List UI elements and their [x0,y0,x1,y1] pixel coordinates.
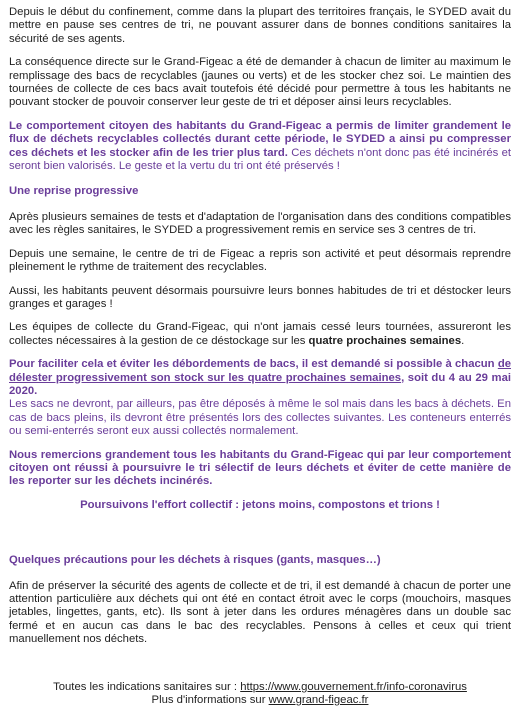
footer-line-1-text: Toutes les indications sanitaires sur : [53,680,241,693]
footer-line-2 [9,694,511,707]
notice-bold-start: Pour faciliter cela et éviter les débordements de bacs, il est demandé si possible à chacun [9,358,498,371]
grand-figeac-link[interactable]: www.grand-figeac.fr [268,694,369,707]
intro-paragraph-2: La conséquence directe sur le Grand-Figeac a été de demander à chacun de limiter au maximum le remplissage des bacs de recyclables (jaunes ou verts) et de les stocker chez soi. Le maintien des tournées de collecte de ces bacs avait toutefois été décidé pour permettre à tous les habitants ne pouvant stocker de pouvoir conserver leur geste de tri et déposer ainsi leurs recyclables. [9,56,511,109]
slogan: Poursuivons l'effort collectif : jetons moins, compostons et trions ! [80,498,440,511]
gouvernement-link[interactable]: https://www.gouvernement.fr/info-coronavirus [240,680,467,693]
notice-bold-underlined: de délester progressivement son stock sur les quatre prochaines semaines [9,358,511,384]
highlight-bold-text: Le comportement citoyen des habitants du Grand-Figeac a permis de limiter grandement le flux de déchets recyclables collectés durant cette période, le SYDED a ainsi pu compresser ces déchets et les stocker afin de les trier plus tard. [9,119,511,159]
reprise-p4-start: Les équipes de collecte du Grand-Figeac, qui n'ont jamais cessé leurs tournées, assureront les collectes nécessaires à la gestion de ce déstockage sur les [9,321,511,347]
reprise-paragraph-2: Depuis une semaine, le centre de tri de Figeac a repris son activité et peut désormais reprendre pleinement le rythme de traitement des recyclables. [9,247,511,274]
spacer [9,522,511,542]
footer [9,681,511,708]
reprise-paragraph-3: Aussi, les habitants peuvent désormais poursuivre leurs bonnes habitudes de tri et déstocker leurs granges et garages ! [9,284,511,310]
intro-paragraph-1: Depuis le début du confinement, comme dans la plupart des territoires français, le SYDED avait du mettre en pause ses centres de tri, ne pouvant assurer dans de bonnes conditions sanitaires la sécurité de ses agents. [9,6,511,45]
section-heading-reprise: Une reprise progressive [9,185,139,198]
footer-line-2-text: Plus d'informations sur [151,694,269,707]
reprise-p4-bold: quatre prochaines semaines [308,334,462,347]
reprise-p4-end: . [461,334,465,347]
notice-plain-text: Les sacs ne devront, par ailleurs, pas être déposés à même le sol mais dans les bacs à déchets. En cas de bacs pleins, ils devront être présentés lors des collectes suivantes. Les conteneurs enterrés ou semi-enterrés seront eux aussi collectés normalement. [9,398,511,438]
reprise-paragraph-1: Après plusieurs semaines de tests et d'adaptation de l'organisation dans des conditions compatibles avec les règles sanitaires, le SYDED a progressivement remis en service ses 3 centres de tri. [9,210,511,237]
footer-line-1 [9,681,511,694]
notice-paragraph [9,358,511,438]
notice-bold-end: , soit du 4 au 29 mai 2020. [9,371,511,397]
thanks-paragraph: Nous remercions grandement tous les habitants du Grand-Figeac qui par leur comportement citoyen ont réussi à poursuivre le tri sélectif de leurs déchets et éviter de cette manière de les reporter sur les déchets incinérés. [9,448,511,488]
highlight-rest-text: Ces déchets n'ont donc pas été incinérés et seront bien valorisés. Le geste et la vertu du tri ont été préservés ! [9,146,511,173]
highlight-paragraph [9,120,511,174]
reprise-paragraph-4 [9,321,511,348]
precautions-paragraph: Afin de préserver la sécurité des agents de collecte et de tri, il est demandé à chacun de porter une attention particulière aux déchets qui ont été en contact étroit avec le corps (mouchoirs, masques jetables, lingettes, gants, etc). Ils sont à jeter dans les ordures ménagères dans un double sac fermé et en aucun cas dans le bac des recyclables. Pensons à celles et ceux qui trient manuellement nos déchets. [9,579,511,646]
section-heading-precautions: Quelques précautions pour les déchets à risques (gants, masques…) [9,554,381,567]
